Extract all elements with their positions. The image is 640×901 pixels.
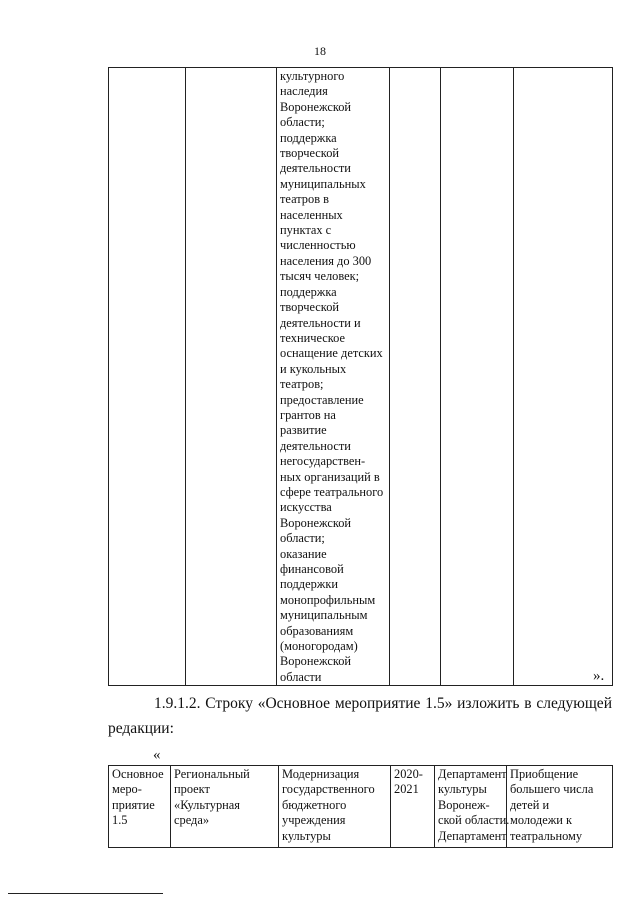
- main-activity-table: [108, 765, 613, 848]
- page-number: 18: [314, 44, 326, 58]
- cell-line: грантов на: [280, 407, 336, 422]
- table-cell: [390, 68, 441, 686]
- activity-number-cell: [109, 766, 171, 848]
- cell-line: населенных: [280, 207, 343, 222]
- cell-line: творческой: [280, 300, 340, 315]
- cell-line: государственного: [282, 782, 375, 797]
- cell-line: деятельности и: [280, 315, 361, 330]
- executor-cell: [435, 766, 510, 848]
- cell-line: и кукольных: [280, 361, 347, 376]
- cell-line: «Культурная: [174, 797, 241, 812]
- cell-line: поддержка: [280, 130, 337, 145]
- cell-line: творческой: [280, 146, 340, 161]
- cell-line: оснащение детских: [280, 346, 383, 361]
- cell-line: культуры: [282, 828, 331, 843]
- opening-quote: «: [153, 747, 161, 763]
- cell-line: культуры: [438, 782, 487, 797]
- cell-line: Основное: [112, 767, 164, 781]
- cell-line: населения до 300: [280, 253, 372, 268]
- cell-line: бюджетного: [282, 797, 347, 812]
- table-cell: [441, 68, 514, 686]
- cell-line: развитие: [280, 423, 327, 438]
- cell-line: наследия: [280, 84, 328, 99]
- cell-line: техническое: [280, 330, 345, 345]
- cell-line: области;: [280, 115, 325, 130]
- paragraph-line: редакции:: [108, 720, 174, 737]
- cell-line: монопрофильным: [280, 592, 376, 607]
- cell-line: негосударствен-: [280, 454, 366, 469]
- cell-line: Воронежской: [280, 99, 352, 114]
- period-cell: [391, 766, 435, 848]
- cell-line: деятельности: [280, 161, 351, 176]
- cell-line: ных организаций в: [280, 469, 380, 484]
- cell-line: 2020-: [394, 767, 423, 781]
- cell-line: проект: [174, 782, 210, 797]
- table-row: [109, 68, 613, 686]
- cell-line: меро-: [112, 782, 142, 797]
- table-cell: [514, 68, 613, 686]
- table-row: [109, 766, 613, 848]
- cell-line: ской области.: [438, 813, 510, 828]
- cell-line: оказание: [280, 546, 327, 561]
- cell-line: Департамент: [438, 767, 507, 781]
- cell-line: поддержка: [280, 284, 337, 299]
- table-cell: [186, 68, 277, 686]
- cell-line: приятие: [112, 797, 155, 812]
- continuation-table: [108, 67, 613, 686]
- cell-line: финансовой: [280, 562, 344, 576]
- cell-line: предоставление: [280, 392, 364, 407]
- closing-quote: ».: [593, 668, 605, 684]
- cell-line: деятельности: [280, 438, 351, 453]
- cell-line: театральному: [510, 828, 583, 843]
- cell-line: большего числа: [510, 782, 594, 797]
- cell-line: Воронежской: [280, 654, 352, 669]
- footnote-rule: [8, 893, 163, 894]
- cell-line: области: [280, 669, 322, 684]
- cell-line: 1.5: [112, 813, 128, 828]
- cell-line: Воронеж-: [438, 797, 490, 812]
- cell-line: образованиям: [280, 623, 354, 638]
- measure-description-cell: [279, 766, 391, 848]
- body-paragraph: [108, 691, 612, 741]
- cell-line: муниципальным: [280, 608, 368, 623]
- cell-line: Приобщение: [510, 767, 579, 781]
- cell-line: тысяч человек;: [280, 269, 360, 284]
- cell-line: (моногородам): [280, 639, 358, 654]
- cell-line: поддержки: [280, 577, 338, 592]
- cell-line: пунктах с: [280, 223, 332, 238]
- cell-line: 2021: [394, 782, 419, 797]
- cell-line: Воронежской: [280, 515, 352, 530]
- cell-line: среда»: [174, 813, 210, 828]
- cell-line: культурного: [280, 69, 345, 83]
- expected-result-cell: [507, 766, 613, 848]
- cell-line: театров;: [280, 377, 324, 392]
- cell-line: театров в: [280, 192, 329, 207]
- cell-line: Региональный: [174, 767, 250, 781]
- cell-line: численностью: [280, 238, 356, 253]
- cell-line: искусства: [280, 500, 332, 515]
- cell-line: молодежи к: [510, 813, 573, 828]
- cell-line: учреждения: [282, 813, 346, 828]
- table-cell: [109, 68, 186, 686]
- cell-line: Модернизация: [282, 767, 360, 781]
- cell-line: детей и: [510, 797, 550, 812]
- cell-line: сфере театрального: [280, 484, 384, 499]
- project-name-cell: [171, 766, 279, 848]
- measures-cell: [277, 68, 390, 686]
- paragraph-line: 1.9.1.2. Строку «Основное мероприятие 1.5» изложить в следующей: [154, 695, 612, 712]
- cell-line: Департамент: [438, 828, 507, 843]
- cell-line: области;: [280, 531, 325, 546]
- cell-line: муниципальных: [280, 176, 366, 191]
